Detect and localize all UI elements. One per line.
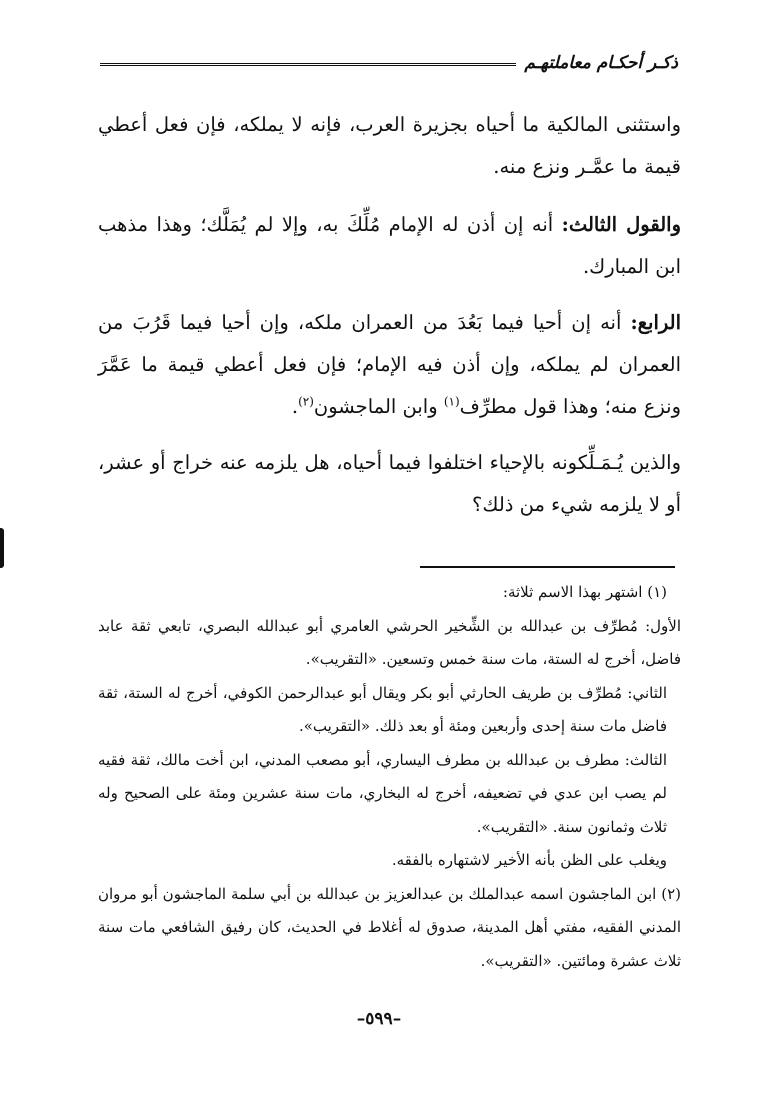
page-number: –٥٩٩– [356,1009,402,1029]
running-header [100,50,678,80]
paragraph-fourth-opinion [98,302,681,428]
paragraph-third-opinion [98,204,681,288]
fourth-opinion-end: . [291,395,299,418]
footnote-2: (٢) ابن الماجشون اسمه عبدالملك بن عبدالعزيز بن عبدالله بن أبي سلمة الماجشون أبو مروان المدني الفقيه، مفتي أهل المدينة، صدوق له أغلاط في الحديث، كان رفيق الشافعي مات سنة ثلاث عشرة ومائتين. «التقريب». [98,884,681,970]
footnote-1-second: الثاني: مُطرِّف بن طريف الحارثي أبو بكر ويقال أبو عبدالرحمن الكوفي، أخرج له الستة، ثقة فاضل مات سنة إحدى وأربعين ومئة أو بعد ذلك. «التقريب». [98,683,667,735]
fourth-opinion-text-cont: وابن الماجشون [313,395,444,418]
footnote-1-intro: (١) اشتهر بهذا الاسم ثلاثة: [502,583,667,601]
main-text [98,104,681,540]
footnote-separator [420,566,675,568]
fourth-opinion-heading: الرابع: [630,311,681,334]
third-opinion-text: أنه إن أذن له الإمام مُلِّكَ به، وإلا لم يُمَلَّك؛ وهذا مذهب ابن المبارك. [98,213,681,278]
footnote-ref-2[interactable]: (٢) [298,394,314,409]
footnote-1-first: الأول: مُطرِّف بن عبدالله بن الشِّخير الحرشي العامري أبو عبدالله البصري، تابعي ثقة عابد فاضل، أخرج له الستة، مات سنة خمس وتسعين. «التقريب». [98,616,681,668]
fourth-opinion-text: أنه إن أحيا فيما بَعُدَ من العمران ملكه، وإن أحيا فيما قَرُبَ من العمران لم يملكه، وإن أذن فيه الإمام؛ فإن فعل أعطي قيمة ما عَمَّرَ ونزع منه؛ وهذا قول مطرِّف [98,311,681,418]
footnotes-section [98,576,681,978]
footnote-1-note: ويغلب على الظن بأنه الأخير لاشتهاره بالفقه. [391,851,667,869]
page-edge-mark [0,528,4,568]
paragraph-maliki-exception: واستثنى المالكية ما أحياه بجزيرة العرب، فإنه لا يملكه، فإن فعل أعطي قيمة ما عمَّـر ونزع منه. [98,113,681,178]
paragraph-kharaj-question: والذين يُـمَـلِّكونه بالإحياء اختلفوا فيما أحياه، هل يلزمه عنه خراج أو عشر، أو لا يلزمه شيء من ذلك؟ [98,451,681,516]
footnote-1-third: الثالث: مطرف بن عبدالله بن مطرف اليساري، أبو مصعب المدني، ابن أخت مالك، ثقة فقيه لم يصب ابن عدي في تضعيفه، أخرج له البخاري، مات سنة عشرين ومئة على الصحيح وله ثلاث وثمانون سنة. «التقريب». [98,750,667,836]
third-opinion-heading: والقول الثالث: [561,213,681,236]
chapter-title: ذكـر أحكـام معاملتهـم [516,50,678,76]
footnote-ref-1[interactable]: (١) [443,394,460,409]
